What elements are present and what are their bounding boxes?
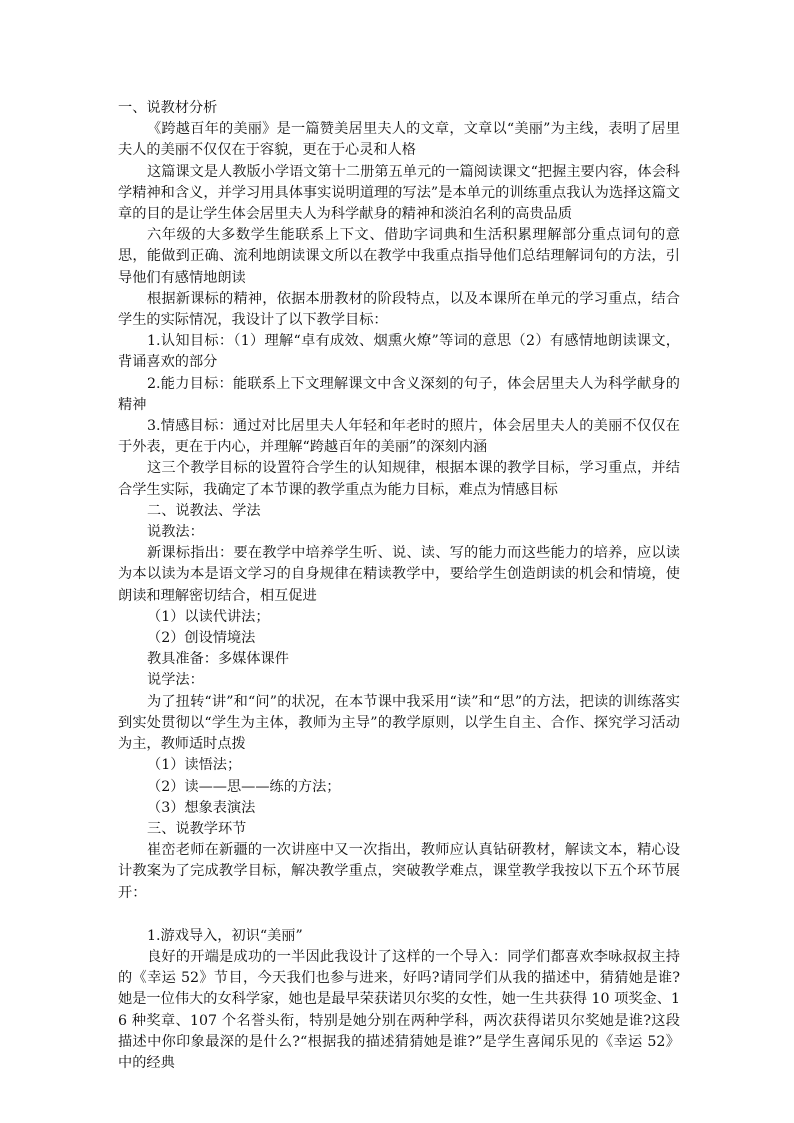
paragraph: 根据新课标的精神，依据本册教材的阶段特点，以及本课所在单元的学习重点，结合学生的实际情况，我设计了以下教学目标： bbox=[118, 290, 680, 329]
subheading: 说学法： bbox=[147, 672, 204, 689]
paragraph: 这三个教学目标的设置符合学生的认知规律，根据本课的教学目标，学习重点，并结合学生实际，我确定了本节课的教学重点为能力目标，难点为情感目标 bbox=[118, 460, 680, 498]
paragraph: 教具准备：多媒体课件 bbox=[147, 651, 289, 668]
heading-3: 三、说教学环节 bbox=[147, 820, 247, 837]
heading-2: 二、说教法、学法 bbox=[147, 502, 261, 519]
blank-line bbox=[118, 904, 680, 926]
paragraph: 崔峦老师在新疆的一次讲座中又一次指出，教师应认真钻研教材，解读文本，精心设计教案为了完成教学目标，解决教学重点，突破教学难点，课堂教学我按以下五个环节展开： bbox=[118, 842, 680, 901]
document-page bbox=[118, 98, 680, 1074]
goal-item: 2.能力目标：能联系上下文理解课文中含义深刻的句子，体会居里夫人为科学献身的精神 bbox=[118, 375, 680, 413]
goal-item: 1.认知目标：（1）理解“卓有成效、烟熏火燎”等词的意思（2）有感情地朗读课文，背诵喜欢的部分 bbox=[118, 333, 680, 371]
section-title: 1.游戏导入，初识“美丽” bbox=[147, 927, 303, 944]
paragraph: 新课标指出：要在教学中培养学生听、说、读、写的能力而这些能力的培养，应以读为本以读为本是语文学习的自身规律在精读教学中，要给学生创造朗读的机会和情境，使朗读和理解密切结合，相互促进 bbox=[118, 545, 680, 604]
heading-1: 一、说教材分析 bbox=[118, 100, 218, 116]
subheading: 说教法： bbox=[147, 524, 204, 541]
paragraph: 《跨越百年的美丽》是一篇赞美居里夫人的文章，文章以“美丽”为主线，表明了居里夫人的美丽不仅仅在于容貌，更在于心灵和人格 bbox=[118, 121, 680, 159]
paragraph: 为了扭转“讲”和“问”的状况，在本节课中我采用“读”和“思”的方法，把读的训练落实到实处贯彻以“学生为主体，教师为主导”的教学原则，以学生自主、合作、探究学习活动为主，教师适时点拨 bbox=[118, 693, 680, 753]
paragraph: 良好的开端是成功的一半因此我设计了这样的一个导入：同学们都喜欢李咏叔叔主持的《幸运 52》节目，今天我们也参与进来，好吗?请同学们从我的描述中，猜猜她是谁?她是一位伟大的女科学家，她也是最早荣获诺贝尔奖的女性，她一生共获得 10 项奖金、16 种奖章、107 个名誉头衔，特别是她分别在两种学科，两次获得诺贝尔奖她是谁?这段描述中你印象最深的是什么?“根据我的描述猜猜她是谁?”是学生喜闻乐见的《幸运 52》中的经典 bbox=[118, 948, 680, 1071]
list-item: （1）读悟法； bbox=[147, 757, 242, 774]
list-item: （2）创设情境法 bbox=[147, 630, 256, 647]
list-item: （1）以读代讲法； bbox=[147, 608, 270, 625]
goal-item: 3.情感目标：通过对比居里夫人年轻和年老时的照片，体会居里夫人的美丽不仅仅在于外表，更在于内心，并理解“跨越百年的美丽”的深刻内涵 bbox=[118, 418, 680, 456]
paragraph: 这篇课文是人教版小学语文第十二册第五单元的一篇阅读课文“把握主要内容，体会科学精神和含义，并学习用具体事实说明道理的写法”是本单元的训练重点我认为选择这篇文章的目的是让学生体会居里夫人为科学献身的精神和淡泊名利的高贵品质 bbox=[118, 163, 680, 223]
paragraph: 六年级的大多数学生能联系上下文、借助字词典和生活积累理解部分重点词句的意思，能做到正确、流利地朗读课文所以在教学中我重点指导他们总结理解词句的方法，引导他们有感情地朗读 bbox=[118, 227, 680, 286]
list-item: （2）读——思——练的方法； bbox=[147, 778, 341, 795]
list-item: （3）想象表演法 bbox=[147, 799, 256, 816]
